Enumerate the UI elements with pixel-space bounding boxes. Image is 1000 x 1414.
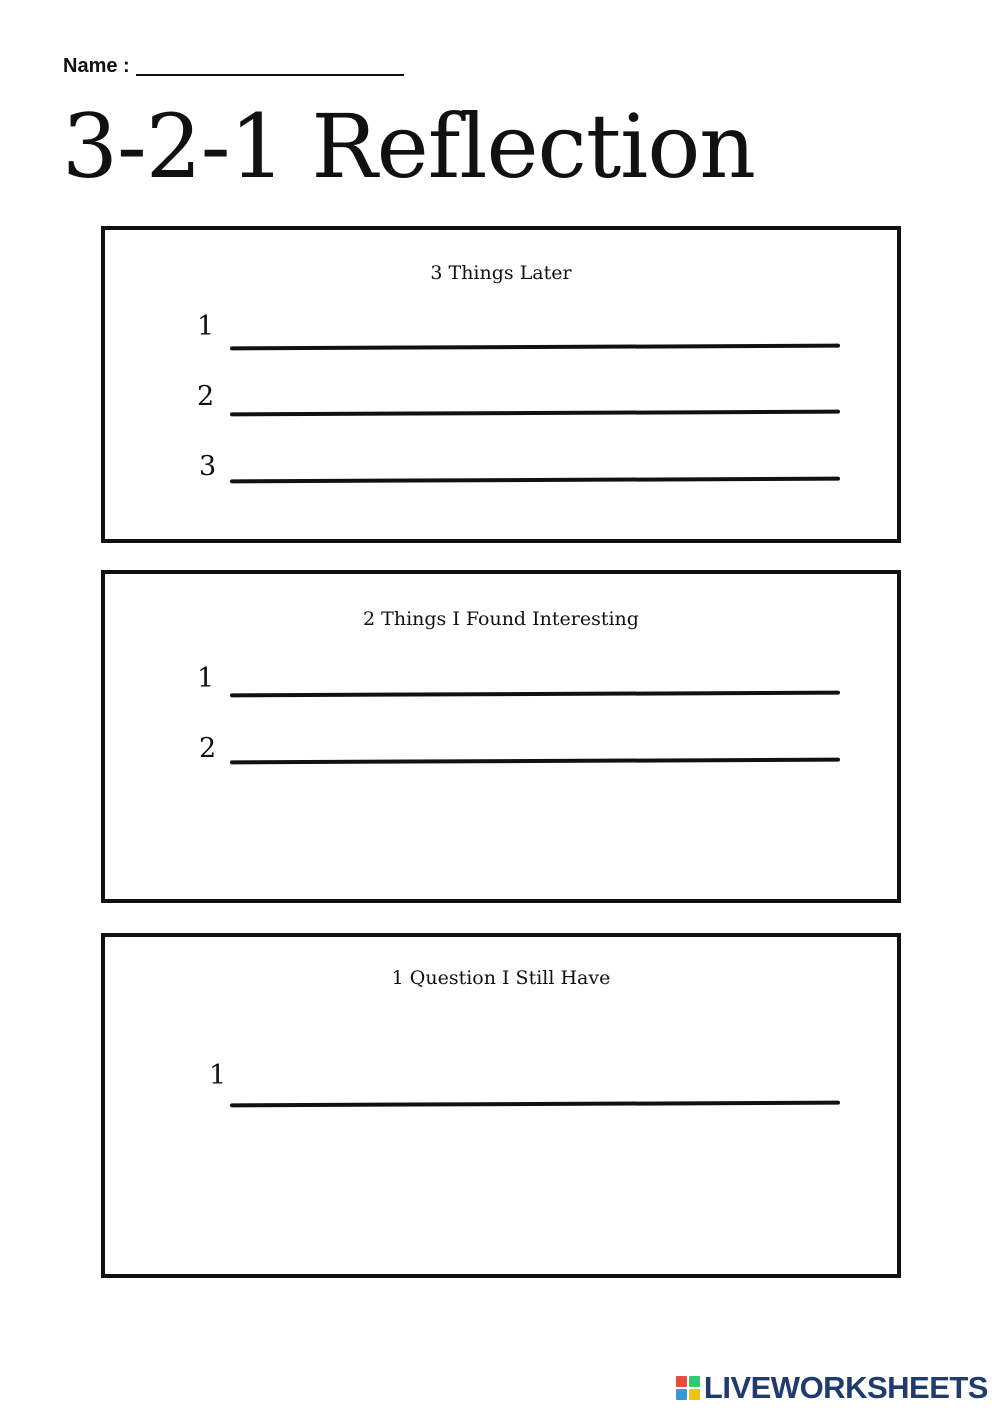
answer-item	[105, 382, 897, 422]
item-number: 1	[197, 311, 215, 342]
section-three-things	[101, 226, 901, 543]
answer-line[interactable]	[230, 344, 840, 351]
answer-item	[105, 734, 897, 774]
item-number: 3	[199, 451, 217, 482]
answer-item	[105, 1061, 897, 1101]
name-row	[63, 44, 404, 78]
answer-line[interactable]	[230, 1101, 840, 1108]
answer-line[interactable]	[230, 410, 840, 417]
item-number: 1	[197, 663, 215, 694]
item-number: 1	[209, 1060, 227, 1091]
section-heading: 3 Things Later	[430, 262, 572, 284]
item-number: 2	[197, 381, 215, 412]
name-input-line[interactable]	[136, 74, 404, 76]
answer-line[interactable]	[230, 477, 840, 484]
liveworksheets-logo[interactable]	[676, 1370, 988, 1406]
brand-logo-icon	[676, 1376, 700, 1400]
section-one-question	[101, 933, 901, 1278]
section-two-things	[101, 570, 901, 903]
item-number: 2	[199, 733, 217, 764]
answer-item	[105, 312, 897, 352]
brand-text: LIVEWORKSHEETS	[703, 1370, 988, 1405]
answer-item	[105, 452, 897, 492]
page-title: 3-2-1 Reflection	[62, 95, 755, 198]
logo-square	[676, 1389, 687, 1400]
answer-item	[105, 664, 897, 704]
logo-square	[689, 1376, 700, 1387]
section-heading: 1 Question I Still Have	[391, 967, 611, 989]
name-label: Name :	[63, 55, 130, 77]
section-heading: 2 Things I Found Interesting	[363, 608, 639, 630]
logo-square	[676, 1376, 687, 1387]
answer-line[interactable]	[230, 691, 840, 698]
logo-square	[689, 1389, 700, 1400]
answer-line[interactable]	[230, 758, 840, 765]
